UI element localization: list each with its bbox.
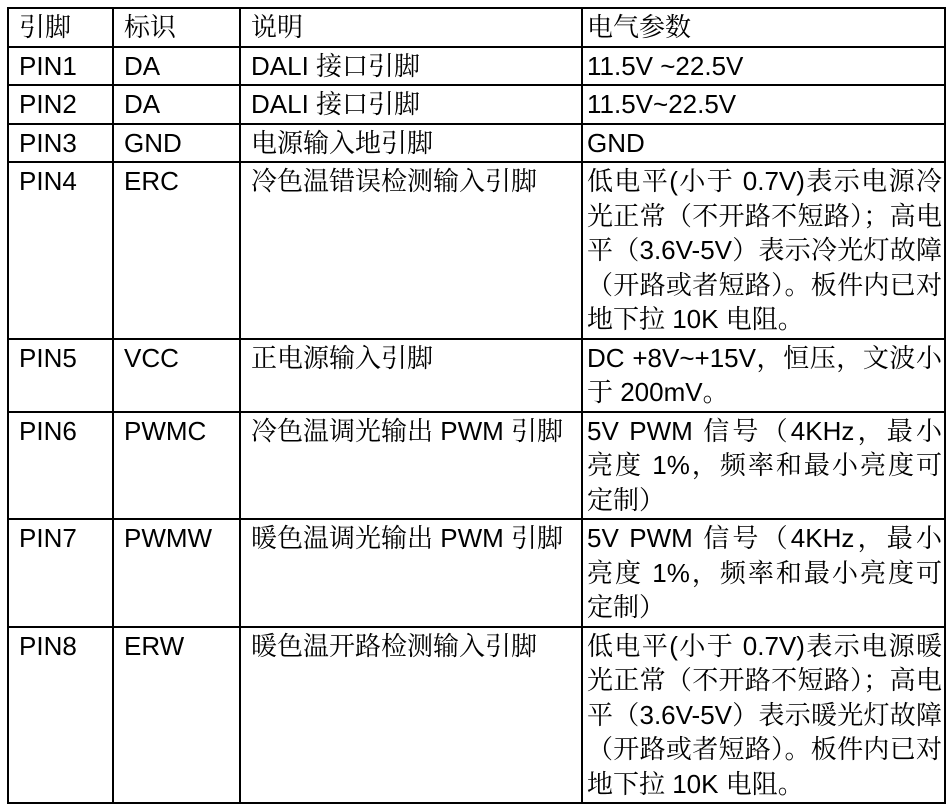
table-row (8, 519, 945, 627)
cell-params: 低电平(小于 0.7V)表示电源暖光正常（不开路不短路）；高电平（3.6V-5V）表示暖光灯故障（开路或者短路）。板件内已对地下拉 10K 电阻。 (582, 627, 945, 804)
cell-pin: PIN5 (8, 339, 113, 412)
cell-params: 11.5V~22.5V (582, 85, 945, 124)
cell-label: PWMC (113, 412, 240, 520)
pin-definition-table (7, 7, 946, 804)
cell-description: DALI 接口引脚 (240, 47, 582, 86)
table-row (8, 124, 945, 163)
table-row (8, 85, 945, 124)
cell-description: 暖色温调光输出 PWM 引脚 (240, 519, 582, 627)
cell-description: DALI 接口引脚 (240, 85, 582, 124)
column-header-pin: 引脚 (8, 8, 113, 47)
cell-label: VCC (113, 339, 240, 412)
cell-label: DA (113, 47, 240, 86)
cell-label: ERW (113, 627, 240, 804)
cell-description: 电源输入地引脚 (240, 124, 582, 163)
table-body (8, 47, 945, 804)
cell-pin: PIN7 (8, 519, 113, 627)
cell-label: PWMW (113, 519, 240, 627)
cell-pin: PIN6 (8, 412, 113, 520)
cell-params: 11.5V ~22.5V (582, 47, 945, 86)
column-header-description: 说明 (240, 8, 582, 47)
cell-params: GND (582, 124, 945, 163)
column-header-params: 电气参数 (582, 8, 945, 47)
table-row (8, 627, 945, 804)
table-row (8, 339, 945, 412)
cell-description: 正电源输入引脚 (240, 339, 582, 412)
cell-params: DC +8V~+15V，恒压，文波小于 200mV。 (582, 339, 945, 412)
cell-description: 冷色温错误检测输入引脚 (240, 162, 582, 339)
cell-label: GND (113, 124, 240, 163)
table-row (8, 47, 945, 86)
cell-pin: PIN2 (8, 85, 113, 124)
cell-pin: PIN4 (8, 162, 113, 339)
column-header-label: 标识 (113, 8, 240, 47)
cell-pin: PIN3 (8, 124, 113, 163)
cell-description: 暖色温开路检测输入引脚 (240, 627, 582, 804)
cell-label: DA (113, 85, 240, 124)
cell-pin: PIN1 (8, 47, 113, 86)
table-row (8, 412, 945, 520)
cell-params: 5V PWM 信号（4KHz，最小亮度 1%，频率和最小亮度可定制） (582, 519, 945, 627)
header-row (8, 8, 945, 47)
table-row (8, 162, 945, 339)
cell-description: 冷色温调光输出 PWM 引脚 (240, 412, 582, 520)
cell-pin: PIN8 (8, 627, 113, 804)
cell-params: 5V PWM 信号（4KHz，最小亮度 1%，频率和最小亮度可定制） (582, 412, 945, 520)
cell-params: 低电平(小于 0.7V)表示电源冷光正常（不开路不短路）；高电平（3.6V-5V）表示冷光灯故障（开路或者短路）。板件内已对地下拉 10K 电阻。 (582, 162, 945, 339)
cell-label: ERC (113, 162, 240, 339)
